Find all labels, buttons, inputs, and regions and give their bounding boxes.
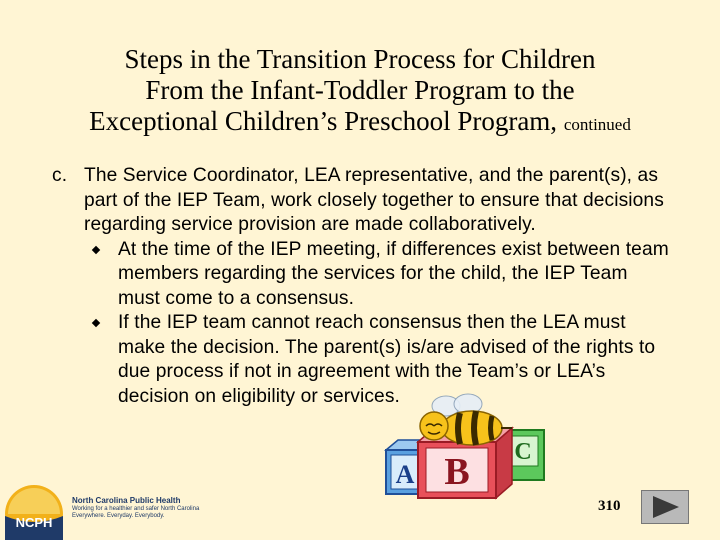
logo-line-1: North Carolina Public Health: [72, 496, 181, 505]
bullet-item: [84, 238, 672, 312]
diamond-bullet-icon: [84, 238, 118, 312]
slide-title: [20, 44, 700, 140]
title-line-3: Exceptional Children’s Preschool Program,: [89, 106, 558, 136]
list-item-c: [52, 164, 672, 238]
next-slide-button[interactable]: [641, 490, 689, 524]
item-marker: c.: [52, 165, 68, 186]
bullet-text: At the time of the IEP meeting, if differences exist between team members regarding the services for the child, the IEP Team must come to a consensus.: [118, 238, 669, 309]
logo-line-3: Everywhere. Everyday. Everybody.: [72, 513, 165, 519]
bullet-text: If the IEP team cannot reach consensus then the LEA must make the decision. The parent(s) is/are advised of the rights to due process if not in agreement with the Team’s or LEA’s decision on eligibility or services.: [118, 312, 656, 407]
bullet-item: [84, 311, 672, 409]
bee-icon: [410, 392, 520, 452]
title-line-1: Steps in the Transition Process for Children: [124, 44, 596, 74]
item-text: The Service Coordinator, LEA representative, and the parent(s), as part of the IEP Team, work closely together to ensure that decisions regarding service provision are made collaboratively.: [84, 165, 664, 235]
bullet-list: [52, 238, 672, 410]
title-line-2: From the Infant-Toddler Program to the: [145, 75, 575, 105]
logo-acronym: NCPH: [15, 515, 53, 530]
block-b-letter: B: [444, 451, 470, 493]
page-number: 310: [598, 498, 621, 514]
logo-line-2: Working for a healthier and safer North Carolina: [72, 506, 200, 512]
title-continued: continued: [563, 115, 631, 134]
block-a-letter: A: [395, 460, 415, 489]
logo-text: [72, 496, 242, 520]
block-c-letter: C: [514, 439, 532, 465]
play-arrow-icon: [642, 491, 688, 523]
slide-body: [52, 164, 672, 409]
diamond-bullet-icon: [84, 311, 118, 409]
